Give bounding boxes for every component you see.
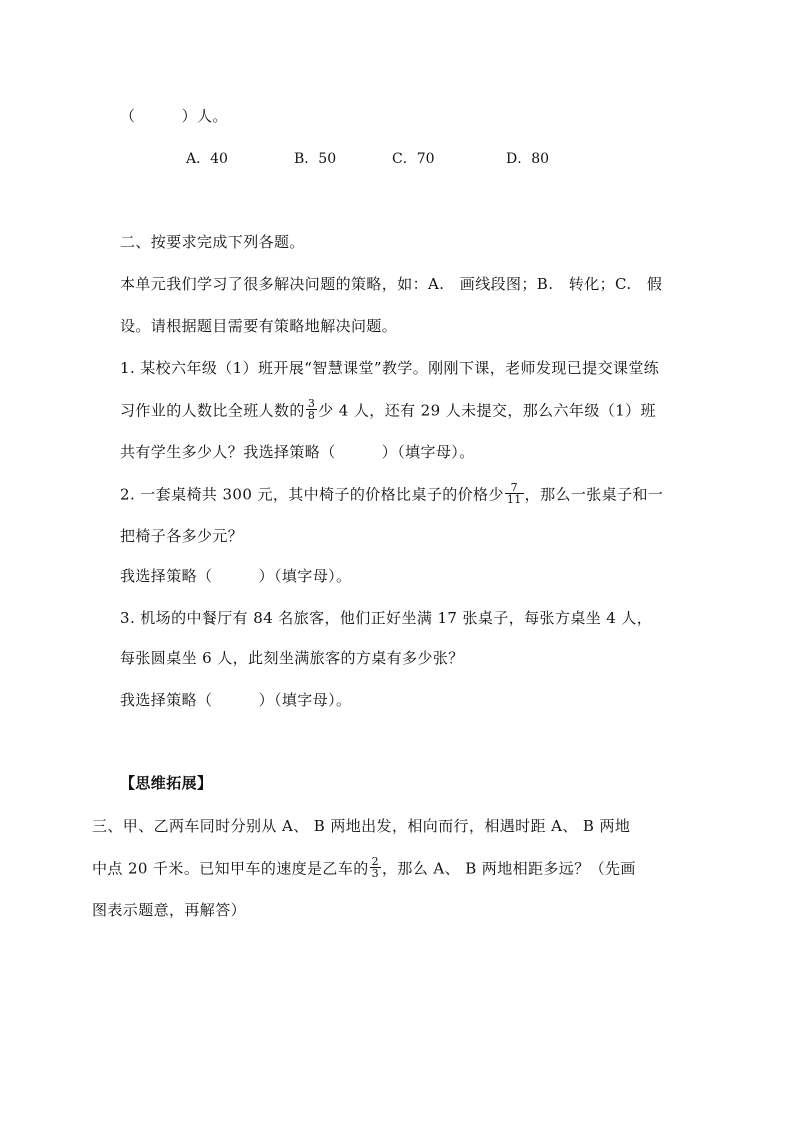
- problem-3-line-3: 我选择策略（ ）（填字母）。: [120, 691, 352, 709]
- problem-2-line-3: 我选择策略（ ）（填字母）。: [120, 567, 352, 585]
- fraction-denominator: 8: [307, 409, 316, 422]
- problem-1-line-3: 共有学生多少人？我选择策略（ ）（填字母）。: [120, 443, 475, 461]
- section-3-title: 【思维拓展】: [120, 774, 213, 792]
- section-2-intro-line-2: 设。请根据题目需要有策略地解决问题。: [120, 317, 398, 335]
- option-c: C．70: [392, 151, 435, 167]
- section-3-text-b: ，那么 A、 B 两地相距多远？（先画: [382, 859, 636, 878]
- section-2-heading: 二、按要求完成下列各题。: [120, 233, 305, 251]
- fraction-denominator: 11: [506, 493, 522, 506]
- option-d: D．80: [506, 151, 550, 167]
- problem-2-text-a: 2. 一套桌椅共 300 元，其中椅子的价格比桌子的价格少: [120, 485, 504, 504]
- problem-2-text-b: ，那么一张桌子和一: [524, 485, 664, 504]
- fraction-numerator: 3: [307, 397, 316, 410]
- problem-1-line-2: [120, 397, 656, 423]
- section-3-text-a: 中点 20 千米。已知甲车的速度是乙车的: [92, 859, 369, 878]
- fraction-denominator: 3: [371, 867, 380, 880]
- problem-1-text-b: 少 4 人，还有 29 人未提交，那么六年级（1）班: [318, 401, 656, 420]
- fraction-numerator: 7: [505, 482, 524, 494]
- problem-2-line-1: [120, 481, 664, 507]
- fraction-7-11: [505, 482, 524, 505]
- fraction-3-8: [306, 398, 317, 421]
- fraction-2-3: [370, 856, 381, 879]
- problem-1-line-1: 1. 某校六年级（1）班开展“智慧课堂”教学。刚刚下课，老师发现已提交课堂练: [120, 359, 660, 377]
- option-a: A．40: [186, 151, 228, 167]
- section-3-line-1: 三、甲、乙两车同时分别从 A、 B 两地出发，相向而行，相遇时距 A、 B 两地: [92, 817, 631, 835]
- problem-2-line-2: 把椅子各多少元？: [120, 527, 244, 545]
- problem-1-text-a: 习作业的人数比全班人数的: [120, 401, 305, 420]
- option-b: B．50: [294, 151, 337, 167]
- section-3-line-2: [92, 855, 636, 881]
- question-tail: （ ）人。: [120, 107, 228, 125]
- section-3-line-3: 图表示题意，再解答）: [92, 901, 247, 919]
- problem-3-line-2: 每张圆桌坐 6 人，此刻坐满旅客的方桌有多少张？: [120, 649, 464, 667]
- problem-3-line-1: 3. 机场的中餐厅有 84 名旅客，他们正好坐满 17 张桌子，每张方桌坐 4 人，: [120, 609, 653, 627]
- section-2-intro-line-1: 本单元我们学习了很多解决问题的策略，如：A. 画线段图；B. 转化；C. 假: [120, 275, 663, 293]
- fraction-numerator: 2: [371, 855, 380, 868]
